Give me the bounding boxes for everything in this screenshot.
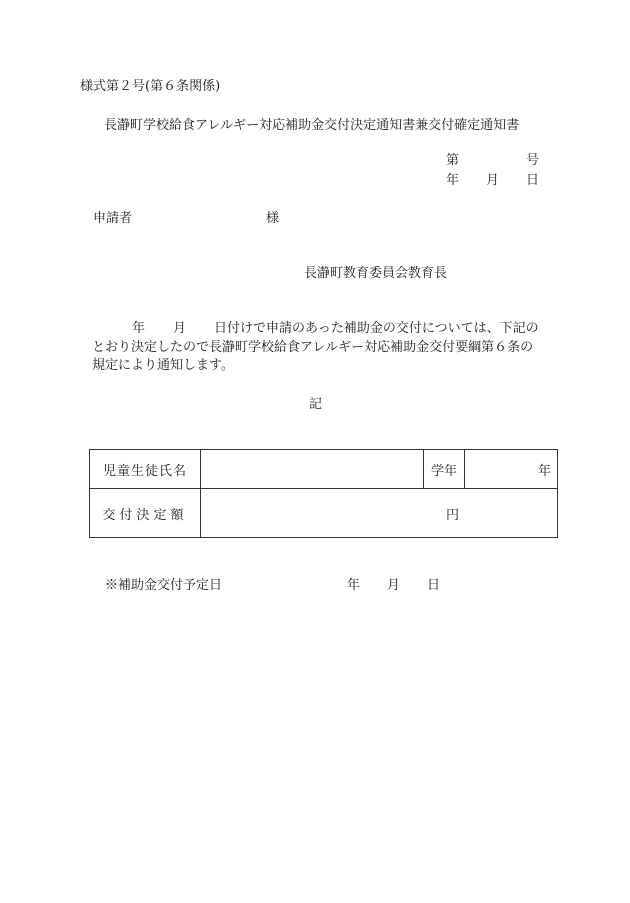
ki-heading: 記	[309, 397, 323, 412]
issuer: 長瀞町教育委員会教育長	[304, 266, 448, 281]
doc-date-year: 年	[446, 173, 460, 188]
applicant-honorific: 様	[266, 211, 280, 226]
body-month: 月	[173, 321, 187, 336]
doc-number-dai: 第	[446, 153, 460, 168]
document-title: 長瀞町学校給食アレルギー対応補助金交付決定通知書兼交付確定通知書	[104, 118, 520, 133]
grade-label: 学年	[424, 450, 465, 489]
table-row	[90, 450, 558, 489]
grade-field[interactable]: 年	[465, 450, 558, 489]
table-row	[90, 489, 558, 538]
schedule-year: 年	[347, 578, 361, 593]
amount-field[interactable]: 円	[201, 489, 558, 538]
body-line-1	[92, 320, 562, 339]
doc-date-day: 日	[526, 173, 540, 188]
student-name-label: 児童生徒氏名	[90, 450, 201, 489]
body-year: 年	[132, 321, 146, 336]
amount-label: 交付決定額	[90, 489, 201, 538]
form-number: 様式第２号(第６条関係)	[80, 79, 221, 94]
student-name-field[interactable]	[201, 450, 424, 489]
applicant-label: 申請者	[93, 211, 133, 226]
body-paragraph	[92, 320, 562, 376]
body-line-2: とおり決定したので長瀞町学校給食アレルギー対応補助金交付要綱第６条の	[92, 339, 534, 355]
schedule-month: 月	[387, 578, 401, 593]
body-line-3: 規定により通知します。	[92, 358, 234, 373]
schedule-label: ※補助金交付予定日	[105, 578, 223, 593]
body-line-1-rest: 日付けで申請のあった補助金の交付については、下記の	[214, 321, 539, 336]
schedule-day: 日	[427, 578, 441, 593]
detail-table	[89, 449, 558, 538]
doc-date-month: 月	[486, 173, 500, 188]
doc-number-go: 号	[526, 153, 540, 168]
